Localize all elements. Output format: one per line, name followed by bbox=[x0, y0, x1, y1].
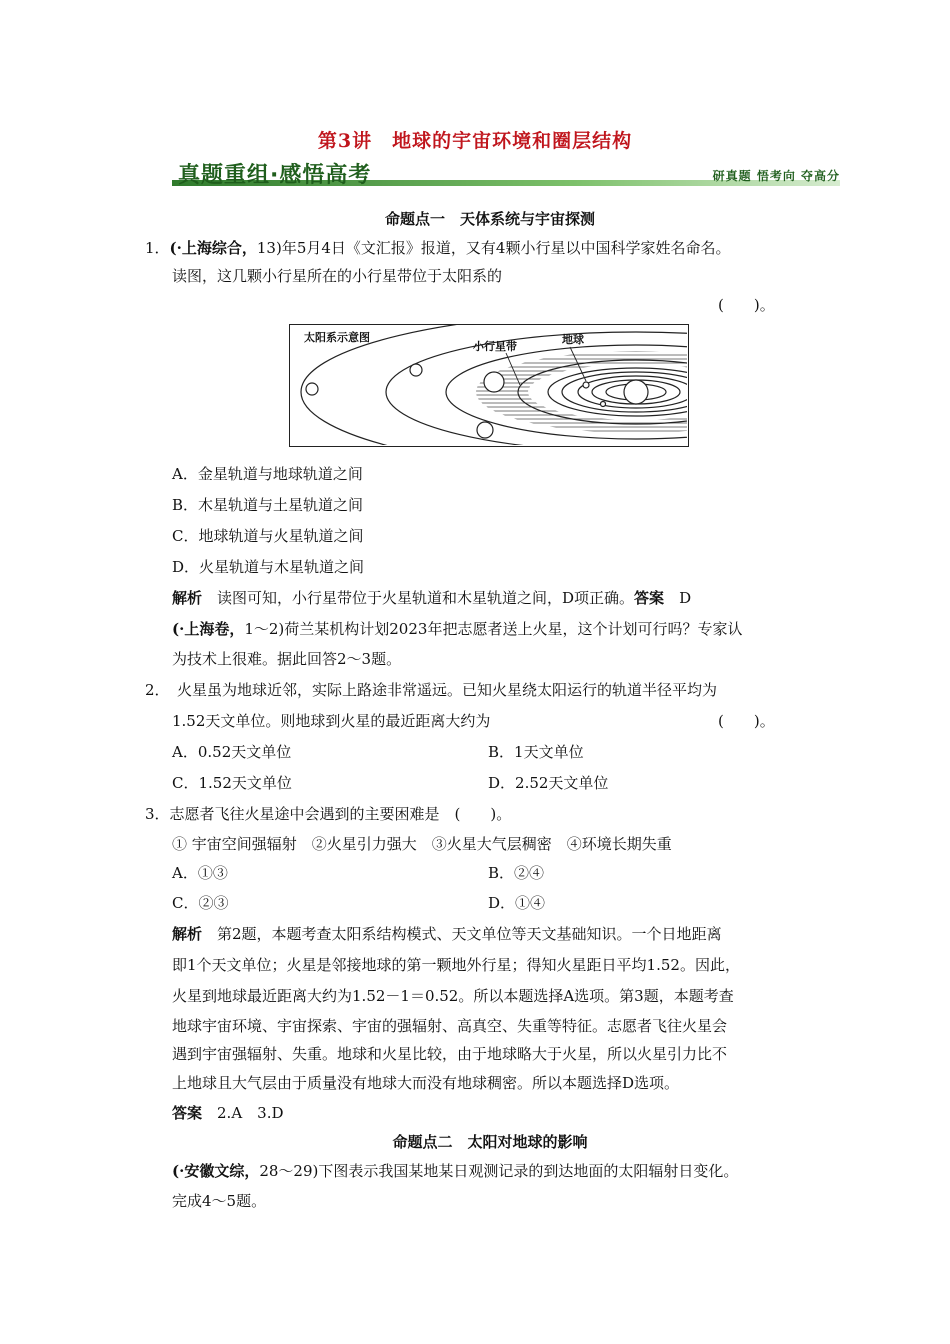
option-c: C．1.52天文单位 bbox=[172, 774, 292, 792]
planet-jupiter bbox=[484, 372, 504, 392]
option-b: B．②④ bbox=[488, 864, 545, 882]
analysis-2-line-5: 遇到宇宙强辐射、失重。地球和火星比较，由于地球略大于火星，所以火星引力比不 bbox=[172, 1045, 728, 1063]
answer-bracket: ( )。 bbox=[718, 296, 775, 314]
group-4-line-1 bbox=[172, 1160, 738, 1181]
question-text: 13)年5月4日《文汇报》报道，又有4颗小行星以中国科学家姓名命名。 bbox=[256, 239, 731, 257]
answer-label: 答案 bbox=[172, 1104, 203, 1122]
section-banner bbox=[172, 158, 840, 188]
question-2-line-1: 2． 火星虽为地球近邻，实际上路途非常遥远。已知火星绕太阳运行的轨道半径平均为 bbox=[145, 681, 718, 699]
group-text: 28～29)下图表示我国某地某日观测记录的到达地面的太阳辐射日变化。 bbox=[259, 1162, 739, 1180]
group-2-line-1 bbox=[172, 618, 742, 639]
planet-neptune bbox=[306, 383, 318, 395]
group-2-line-2: 为技术上很难。据此回答2～3题。 bbox=[172, 650, 402, 668]
question-3-line-1: 3．志愿者飞往火星途中会遇到的主要困难是 ( )。 bbox=[145, 805, 512, 823]
banner-slogan: 研真题 悟考向 夺高分 bbox=[712, 169, 840, 183]
analysis-2-line-4: 地球宇宙环境、宇宙探索、宇宙的强辐射、高真空、失重等特征。志愿者飞往火星会 bbox=[172, 1017, 728, 1035]
question-1-line-2: 读图，这几颗小行星所在的小行星带位于太阳系的 bbox=[172, 267, 503, 285]
figure-title: 太阳系示意图 bbox=[304, 331, 370, 344]
analysis-text: 读图可知，小行星带位于火星轨道和木星轨道之间，D项正确。 bbox=[202, 589, 635, 607]
planet-saturn bbox=[477, 422, 493, 438]
option-d: D．火星轨道与木星轨道之间 bbox=[172, 558, 365, 576]
option-d: D．①④ bbox=[488, 894, 546, 912]
analysis-label: 解析 bbox=[172, 925, 203, 943]
option-c: C．地球轨道与火星轨道之间 bbox=[172, 527, 364, 545]
option-b: B．1天文单位 bbox=[488, 743, 584, 761]
answer-text: D bbox=[664, 589, 692, 607]
banner-heading: 真题重组·感悟高考 bbox=[178, 163, 372, 188]
analysis-1 bbox=[172, 587, 691, 608]
section-heading-2: 命题点二 太阳对地球的影响 bbox=[392, 1133, 588, 1151]
planet-earth bbox=[583, 382, 589, 388]
planet-uranus bbox=[410, 364, 422, 376]
solar-system-diagram bbox=[290, 325, 687, 445]
option-c: C．②③ bbox=[172, 894, 229, 912]
option-b: B．木星轨道与土星轨道之间 bbox=[172, 496, 364, 514]
analysis-2-line-3: 火星到地球最近距离大约为1.52－1＝0.52。所以本题选择A选项。第3题，本题考查 bbox=[172, 987, 734, 1005]
option-a: A．0.52天文单位 bbox=[172, 743, 292, 761]
group-4-line-2: 完成4～5题。 bbox=[172, 1192, 267, 1210]
option-a: A．①③ bbox=[172, 864, 228, 882]
answer-bracket: ( )。 bbox=[718, 712, 775, 730]
question-number: 1． bbox=[145, 239, 170, 257]
answer-2 bbox=[172, 1102, 284, 1123]
page-title: 第3讲 地球的宇宙环境和圈层结构 bbox=[317, 130, 633, 152]
answer-text: 2.A 3.D bbox=[202, 1104, 284, 1122]
analysis-label: 解析 bbox=[172, 589, 203, 607]
group-source: (·安徽文综， bbox=[172, 1162, 260, 1180]
analysis-text: 第2题，本题考查太阳系结构模式、天文单位等天文基础知识。一个日地距离 bbox=[202, 925, 722, 943]
question-source: (·上海综合， bbox=[169, 239, 257, 257]
question-2-line-2: 1.52天文单位。则地球到火星的最近距离大约为 bbox=[172, 712, 491, 730]
answer-label: 答案 bbox=[634, 589, 665, 607]
solar-system-figure bbox=[289, 324, 689, 447]
group-source: (·上海卷， bbox=[172, 620, 245, 638]
planet-venus bbox=[601, 402, 606, 407]
sun bbox=[624, 380, 648, 404]
analysis-2-line-1 bbox=[172, 923, 722, 944]
question-3-items: ① 宇宙空间强辐射 ②火星引力强大 ③火星大气层稠密 ④环境长期失重 bbox=[172, 835, 672, 853]
label-asteroid-belt: 小行星带 bbox=[473, 340, 517, 353]
label-earth: 地球 bbox=[562, 333, 584, 346]
group-text: 1～2)荷兰某机构计划2023年把志愿者送上火星，这个计划可行吗？专家认 bbox=[244, 620, 743, 638]
question-1-line-1 bbox=[145, 237, 730, 258]
analysis-2-line-2: 即1个天文单位；火星是邻接地球的第一颗地外行星；得知火星距日平均1.52。因此， bbox=[172, 956, 740, 974]
option-a: A．金星轨道与地球轨道之间 bbox=[172, 465, 363, 483]
section-heading-1: 命题点一 天体系统与宇宙探测 bbox=[384, 210, 595, 228]
analysis-2-line-6: 上地球且大气层由于质量没有地球大而没有地球稠密。所以本题选择D选项。 bbox=[172, 1074, 680, 1092]
option-d: D．2.52天文单位 bbox=[488, 774, 609, 792]
